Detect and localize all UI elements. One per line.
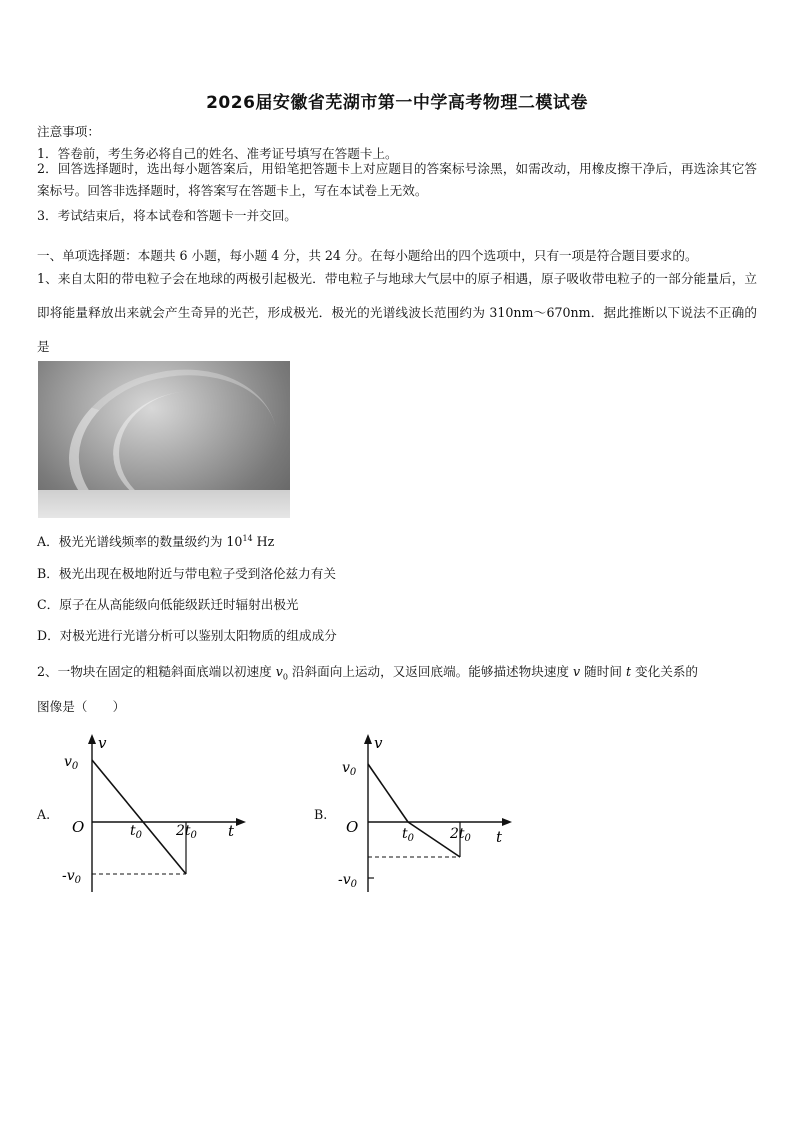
graph-a-t0-label: $t_0$ (130, 823, 143, 841)
graph-a-v-label: v (98, 734, 107, 752)
question-1-option-c: C．原子在从高能级向低能级跃迁时辐射出极光 (37, 597, 299, 612)
graph-a-2t0-label: $2t_0$ (176, 823, 197, 841)
aurora-photo (38, 361, 290, 518)
question-1-option-a: A．极光光谱线频率的数量级约为 $10^{14}$ Hz (37, 533, 275, 549)
question-1-stem: 1、来自太阳的带电粒子会在地球的两极引起极光．带电粒子与地球大气层中的原子相遇，原子吸收带电粒子的一部分能量后，立即将能量释放出来就会产生奇异的光芒，形成极光．极光的光谱线波长范围约为 310nm～670nm．据此推断以下说法不正确的是 (37, 271, 757, 354)
graph-a-origin: O (72, 818, 85, 836)
notice-item-1: 1．答卷前，考生务必将自己的姓名、准考证号填写在答题卡上。 (37, 146, 398, 161)
graph-b (336, 732, 526, 902)
graph-b-origin: O (346, 818, 359, 836)
notice-item-3: 3．考试结束后，将本试卷和答题卡一并交回。 (37, 208, 297, 223)
question-2-stem-line2: 图像是（ ） (37, 699, 126, 714)
notice-heading: 注意事项： (37, 124, 100, 139)
graph-b-v-arrow (364, 734, 372, 744)
graph-b-label: B. (314, 807, 328, 822)
graph-a-label: A. (37, 807, 51, 822)
question-1-option-b: B．极光出现在极地附近与带电粒子受到洛伦兹力有关 (37, 566, 336, 581)
graph-a-t-label: t (228, 822, 235, 840)
page-title: 2026届安徽省芜湖市第一中学高考物理二模试卷 (206, 93, 588, 113)
graph-a-v-arrow (88, 734, 96, 744)
section-heading: 一、单项选择题：本题共 6 小题，每小题 4 分，共 24 分。在每小题给出的四个选项中，只有一项是符合题目要求的。 (37, 248, 698, 263)
graph-b-t0-label: $t_0$ (402, 826, 415, 844)
graph-a-t-arrow (236, 818, 246, 826)
graph-b-2t0-label: $2t_0$ (450, 826, 471, 844)
graph-b-t-label: t (496, 828, 503, 846)
graph-a-neg-v0-label: $-v_0$ (62, 868, 82, 886)
question-2-stem: 2、一物块在固定的粗糙斜面底端以初速度 $v_0$ 沿斜面向上运动，又返回底端。能够描述物块速度 v 随时间 t 变化关系的 (37, 664, 699, 682)
graph-b-v0-label: $v_0$ (342, 760, 357, 778)
graph-b-v-label: v (374, 734, 383, 752)
question-1-option-d: D．对极光进行光谱分析可以鉴别太阳物质的组成成分 (37, 628, 337, 643)
notice-item-2: 2．回答选择题时，选出每小题答案后，用铅笔把答题卡上对应题目的答案标号涂黑，如需改动，用橡皮擦干净后，再选涂其它答案标号。回答非选择题时，将答案写在答题卡上，写在本试卷上无效。 (37, 161, 757, 198)
graph-a-v0-label: $v_0$ (64, 754, 79, 772)
graph-b-t-arrow (502, 818, 512, 826)
graph-b-neg-v0-label: $-v_0$ (338, 872, 358, 890)
graph-a (60, 732, 250, 902)
graph-b-line-up (368, 764, 408, 822)
graph-a-line (92, 760, 186, 874)
